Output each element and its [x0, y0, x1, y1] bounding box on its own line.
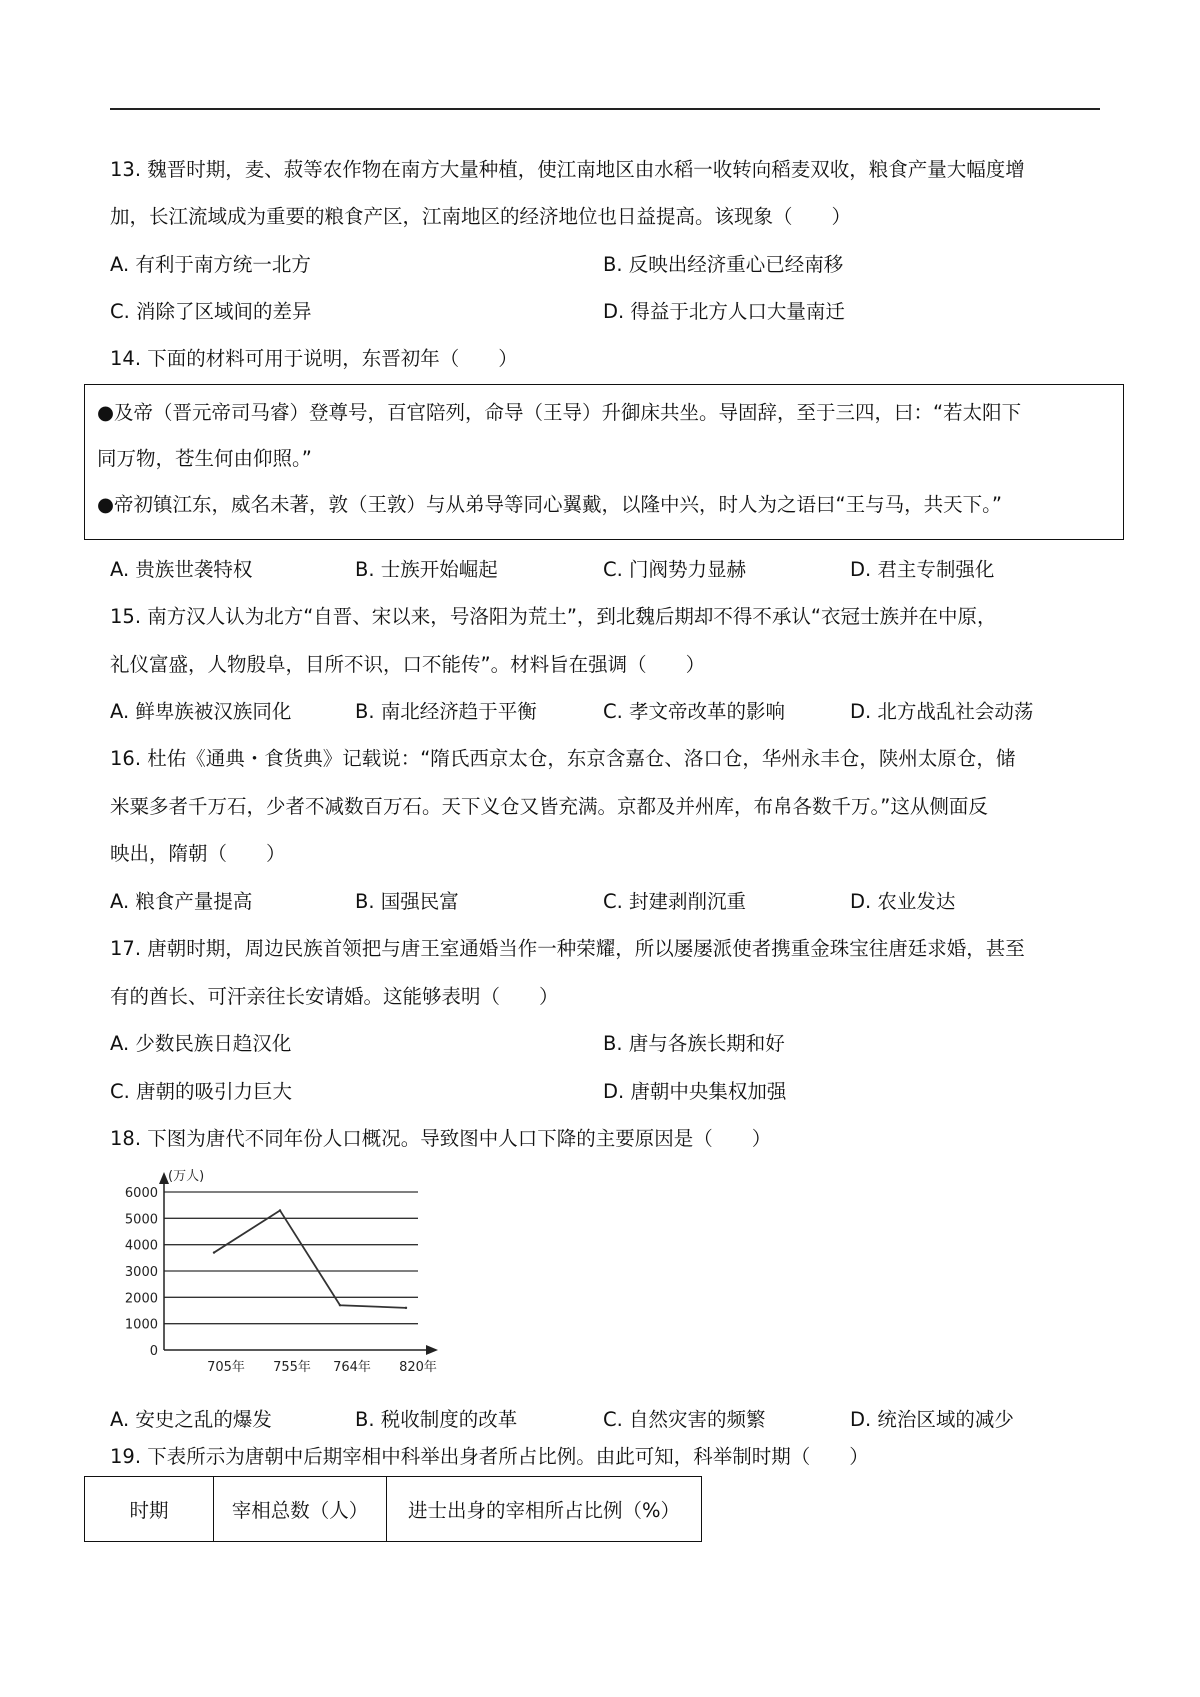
y-tick-label: 6000	[124, 1186, 158, 1201]
q18-option-b[interactable]: B. 税收制度的改革	[355, 1408, 518, 1431]
q13-option-b[interactable]: B. 反映出经济重心已经南移	[603, 253, 844, 276]
q15-option-d[interactable]: D. 北方战乱社会动荡	[850, 700, 1034, 723]
q14-option-d[interactable]: D. 君主专制强化	[850, 558, 995, 581]
x-tick-label: 755年	[273, 1360, 311, 1375]
q15-stem-line2: 礼仪富盛，人物殷阜，目所不识，口不能传”。材料旨在强调（ ）	[110, 653, 706, 676]
q15-option-b[interactable]: B. 南北经济趋于平衡	[355, 700, 537, 723]
q17-option-a[interactable]: A. 少数民族日趋汉化	[110, 1032, 292, 1055]
q17-option-b[interactable]: B. 唐与各族长期和好	[603, 1032, 785, 1055]
x-tick-label: 764年	[333, 1360, 371, 1375]
q19-table	[84, 1476, 702, 1542]
q13-option-d[interactable]: D. 得益于北方人口大量南迁	[603, 300, 845, 323]
y-tick-label: 1000	[124, 1317, 158, 1333]
q14-material-1a: ●及帝（晋元帝司马睿）登尊号，百官陪列，命导（王导）升御床共坐。导固辞，至于三四，曰：“若太阳下	[97, 401, 1022, 424]
q17-stem-line2: 有的酋长、可汗亲往长安请婚。这能够表明（ ）	[110, 985, 559, 1008]
chart-x-tick-labels	[207, 1359, 437, 1375]
table-header-period: 时期	[85, 1477, 214, 1542]
header-rule	[110, 108, 1100, 110]
chart-y-unit-label: (万人)	[168, 1169, 205, 1184]
q16-stem-line2: 米粟多者千万石，少者不减数百万石。天下义仓又皆充满。京都及并州库，布帛各数千万。”这从侧面反	[110, 795, 988, 818]
q16-option-a[interactable]: A. 粮食产量提高	[110, 890, 253, 913]
q16-stem-line3: 映出，隋朝（ ）	[110, 842, 286, 865]
q13-option-c[interactable]: C. 消除了区域间的差异	[110, 300, 312, 323]
y-tick-label: 2000	[124, 1291, 158, 1307]
q18-option-a[interactable]: A. 安史之乱的爆发	[110, 1408, 272, 1431]
q17-option-d[interactable]: D. 唐朝中央集权加强	[603, 1080, 787, 1103]
q13-option-a[interactable]: A. 有利于南方统一北方	[110, 253, 311, 276]
q14-option-a[interactable]: A. 贵族世袭特权	[110, 558, 253, 581]
data-point	[213, 1251, 215, 1253]
q14-option-b[interactable]: B. 士族开始崛起	[355, 558, 498, 581]
q15-option-a[interactable]: A. 鲜卑族被汉族同化	[110, 700, 292, 723]
table-header-row	[85, 1477, 702, 1542]
y-tick-label: 0	[149, 1344, 158, 1359]
q17-option-c[interactable]: C. 唐朝的吸引力巨大	[110, 1080, 293, 1103]
q16-option-c[interactable]: C. 封建剥削沉重	[603, 890, 747, 913]
y-tick-label: 3000	[124, 1265, 158, 1280]
chart-gridlines	[164, 1192, 418, 1324]
x-axis-arrow	[426, 1345, 438, 1355]
population-series-line	[214, 1210, 406, 1307]
q14-option-c[interactable]: C. 门阀势力显赫	[603, 558, 747, 581]
y-tick-label: 4000	[124, 1238, 158, 1254]
q16-option-b[interactable]: B. 国强民富	[355, 890, 459, 913]
data-point	[405, 1307, 407, 1309]
y-tick-label: 5000	[124, 1212, 158, 1228]
data-point	[279, 1209, 281, 1211]
q16-option-d[interactable]: D. 农业发达	[850, 890, 956, 913]
q17-stem-line1: 17. 唐朝时期，周边民族首领把与唐王室通婚当作一种荣耀，所以屡屡派使者携重金珠宝往唐廷求婚，甚至	[110, 937, 1025, 960]
table-header-ratio: 进士出身的宰相所占比例（%）	[387, 1477, 702, 1542]
q16-stem-line1: 16. 杜佑《通典・食货典》记载说：“隋氏西京太仓，东京含嘉仓、洛口仓，华州永丰仓，陕州太原仓，储	[110, 747, 1016, 770]
q19-stem: 19. 下表所示为唐朝中后期宰相中科举出身者所占比例。由此可知，科举制时期（ ）	[110, 1445, 869, 1468]
x-tick-label: 705年	[207, 1360, 245, 1375]
q14-stem: 14. 下面的材料可用于说明，东晋初年（ ）	[110, 347, 518, 370]
q14-material-box	[84, 384, 1124, 540]
chart-y-tick-labels	[125, 1186, 158, 1359]
q18-stem: 18. 下图为唐代不同年份人口概况。导致图中人口下降的主要原因是（ ）	[110, 1127, 772, 1150]
q15-option-c[interactable]: C. 孝文帝改革的影响	[603, 700, 786, 723]
data-point	[339, 1304, 341, 1306]
q14-material-1b: 同万物，苍生何由仰照。”	[97, 447, 312, 470]
q18-option-c[interactable]: C. 自然灾害的频繁	[603, 1408, 766, 1431]
q13-stem-line2: 加，长江流域成为重要的粮食产区，江南地区的经济地位也日益提高。该现象（ ）	[110, 205, 852, 228]
q15-stem-line1: 15. 南方汉人认为北方“自晋、宋以来，号洛阳为荒土”，到北魏后期却不得不承认“衣冠士族并在中原，	[110, 605, 997, 628]
x-tick-label: 820年	[399, 1360, 437, 1375]
q18-option-d[interactable]: D. 统治区域的减少	[850, 1408, 1014, 1431]
q13-stem-line1: 13. 魏晋时期，麦、菽等农作物在南方大量种植，使江南地区由水稻一收转向稻麦双收，粮食产量大幅度增	[110, 158, 1025, 181]
population-line-chart	[110, 1166, 440, 1376]
table-header-total: 宰相总数（人）	[214, 1477, 387, 1542]
q14-material-2: ●帝初镇江东，威名未著，敦（王敦）与从弟导等同心翼戴，以隆中兴，时人为之语曰“王与马，共天下。”	[97, 493, 1002, 516]
